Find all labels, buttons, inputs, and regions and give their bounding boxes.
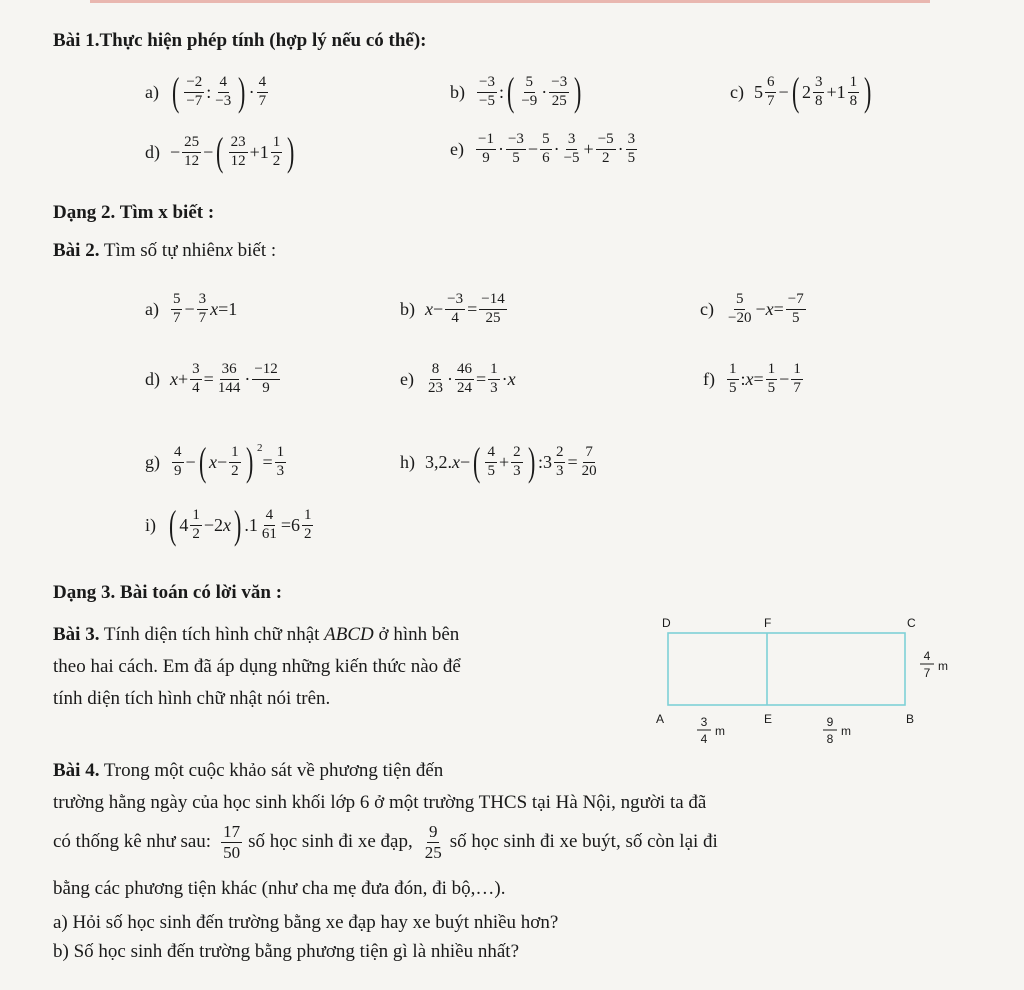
bc-unit: m [938, 659, 948, 673]
bai4-question-b: b) Số học sinh đến trường bằng phương tiện gì là nhiều nhất? [53, 941, 520, 962]
bai4-question-a: a) Hỏi số học sinh đến trường bằng xe đạp hay xe buýt nhiều hơn? [53, 912, 559, 933]
rectangle-lines [668, 633, 905, 705]
bai4-line1: Bài 4. Trong một cuộc khảo sát về phương tiện đến [53, 760, 444, 781]
label-A: A [656, 712, 665, 726]
bai1-title: Bài 1.Thực hiện phép tính (hợp lý nếu có thể): [53, 30, 427, 51]
eb-num: 9 [826, 715, 834, 729]
eb-unit: m [841, 724, 851, 738]
bai1-a: a) ( −2 −7 : 4 −3 ) · 4 7 [145, 69, 267, 114]
bai2-d: d) x + $\frac{3}{4}$ = $\frac{36}{144}$ · −12 9 [145, 361, 278, 396]
dang3-title: Dạng 3. Bài toán có lời văn : [53, 582, 283, 603]
top-edge-line [90, 0, 930, 3]
label-B: B [906, 712, 915, 726]
label-C: C [907, 616, 916, 630]
rectangle-figure [640, 615, 1020, 755]
bc-num: 4 [923, 649, 931, 663]
ae-den: 4 [700, 732, 708, 746]
label-F: F [764, 616, 772, 630]
label-E: E [764, 712, 773, 726]
bai2-b: b) x − $\frac{-3}{4}$ = $\frac{-14}{25}$ [400, 291, 505, 326]
eb-den: 8 [826, 732, 834, 746]
rectangle-abcd [668, 633, 905, 705]
bai3-line1: Bài 3. Tính diện tích hình chữ nhật ABCD ở hình bên [53, 624, 460, 645]
bai2-g: g) 4 9 − ( x − $\frac{1}{2}$ ) 2 = $\frac{1}{3}$ [145, 439, 285, 484]
bai2-e: e) 8 23 · $\frac{46}{24}$ = $\frac{1}{3}$ · x [400, 361, 516, 396]
bai2-f: f) 1 5 : x = $\frac{1}{5}$ − $\frac{1}{7}$ [703, 361, 801, 396]
bai2-i: i) ( 4 1 2 −2 x ) .1 $\frac{4}{61}$ =6 1 2 [145, 502, 312, 547]
bai2-a: a) 5 7 − $\frac{3}{7}$ x =1 [145, 291, 238, 326]
bai2-h: h) 3,2. x − ( 4 5 + $\frac{2}{3}$ ) :3 $\frac{2}{3}$ = $\frac{7}{20}$ [400, 439, 597, 484]
ae-unit: m [715, 724, 725, 738]
bai2-c: c) 5 −20 − x = $\frac{-7}{5}$ [700, 291, 804, 326]
bai4-line4: bằng các phương tiện khác (như cha mẹ đưa đón, đi bộ,…). [53, 878, 506, 899]
ae-num: 3 [700, 715, 708, 729]
bai3-line3: tính diện tích hình chữ nhật nói trên. [53, 688, 331, 709]
dang2-title: Dạng 2. Tìm x biết : [53, 202, 215, 223]
bai2-title: Bài 2. Tìm số tự nhiênx biết : [53, 240, 277, 261]
bai4-line2: trường hằng ngày của học sinh khối lớp 6 ở một trường THCS tại Hà Nội, người ta đã [53, 792, 707, 813]
bai3-line2: theo hai cách. Em đã áp dụng những kiến thức nào để [53, 656, 461, 677]
bc-den: 7 [923, 666, 931, 680]
bai1-b: b) −3 −5 : ( 5 −9 · −3 25 ) [450, 69, 582, 114]
bai4-line3: có thống kê như sau: 17 50 số học sinh đi xe đạp, 9 25 số học sinh đi xe buýt, số còn lại đi [53, 822, 718, 862]
bai1-c: c) 5 6 7 − ( 2 3 8 +1 1 8 ) [730, 69, 872, 114]
label-D: D [662, 616, 671, 630]
bai1-d: d) − $\frac{25}{12}$ − ( 23 12 +1 1 2 ) [145, 129, 295, 174]
bai1-e: e) −1 9 · −3 5 − $\frac{5}{6}$ · 3 −5 + $\frac{-5}{2}$ · 3 5 [450, 131, 636, 166]
